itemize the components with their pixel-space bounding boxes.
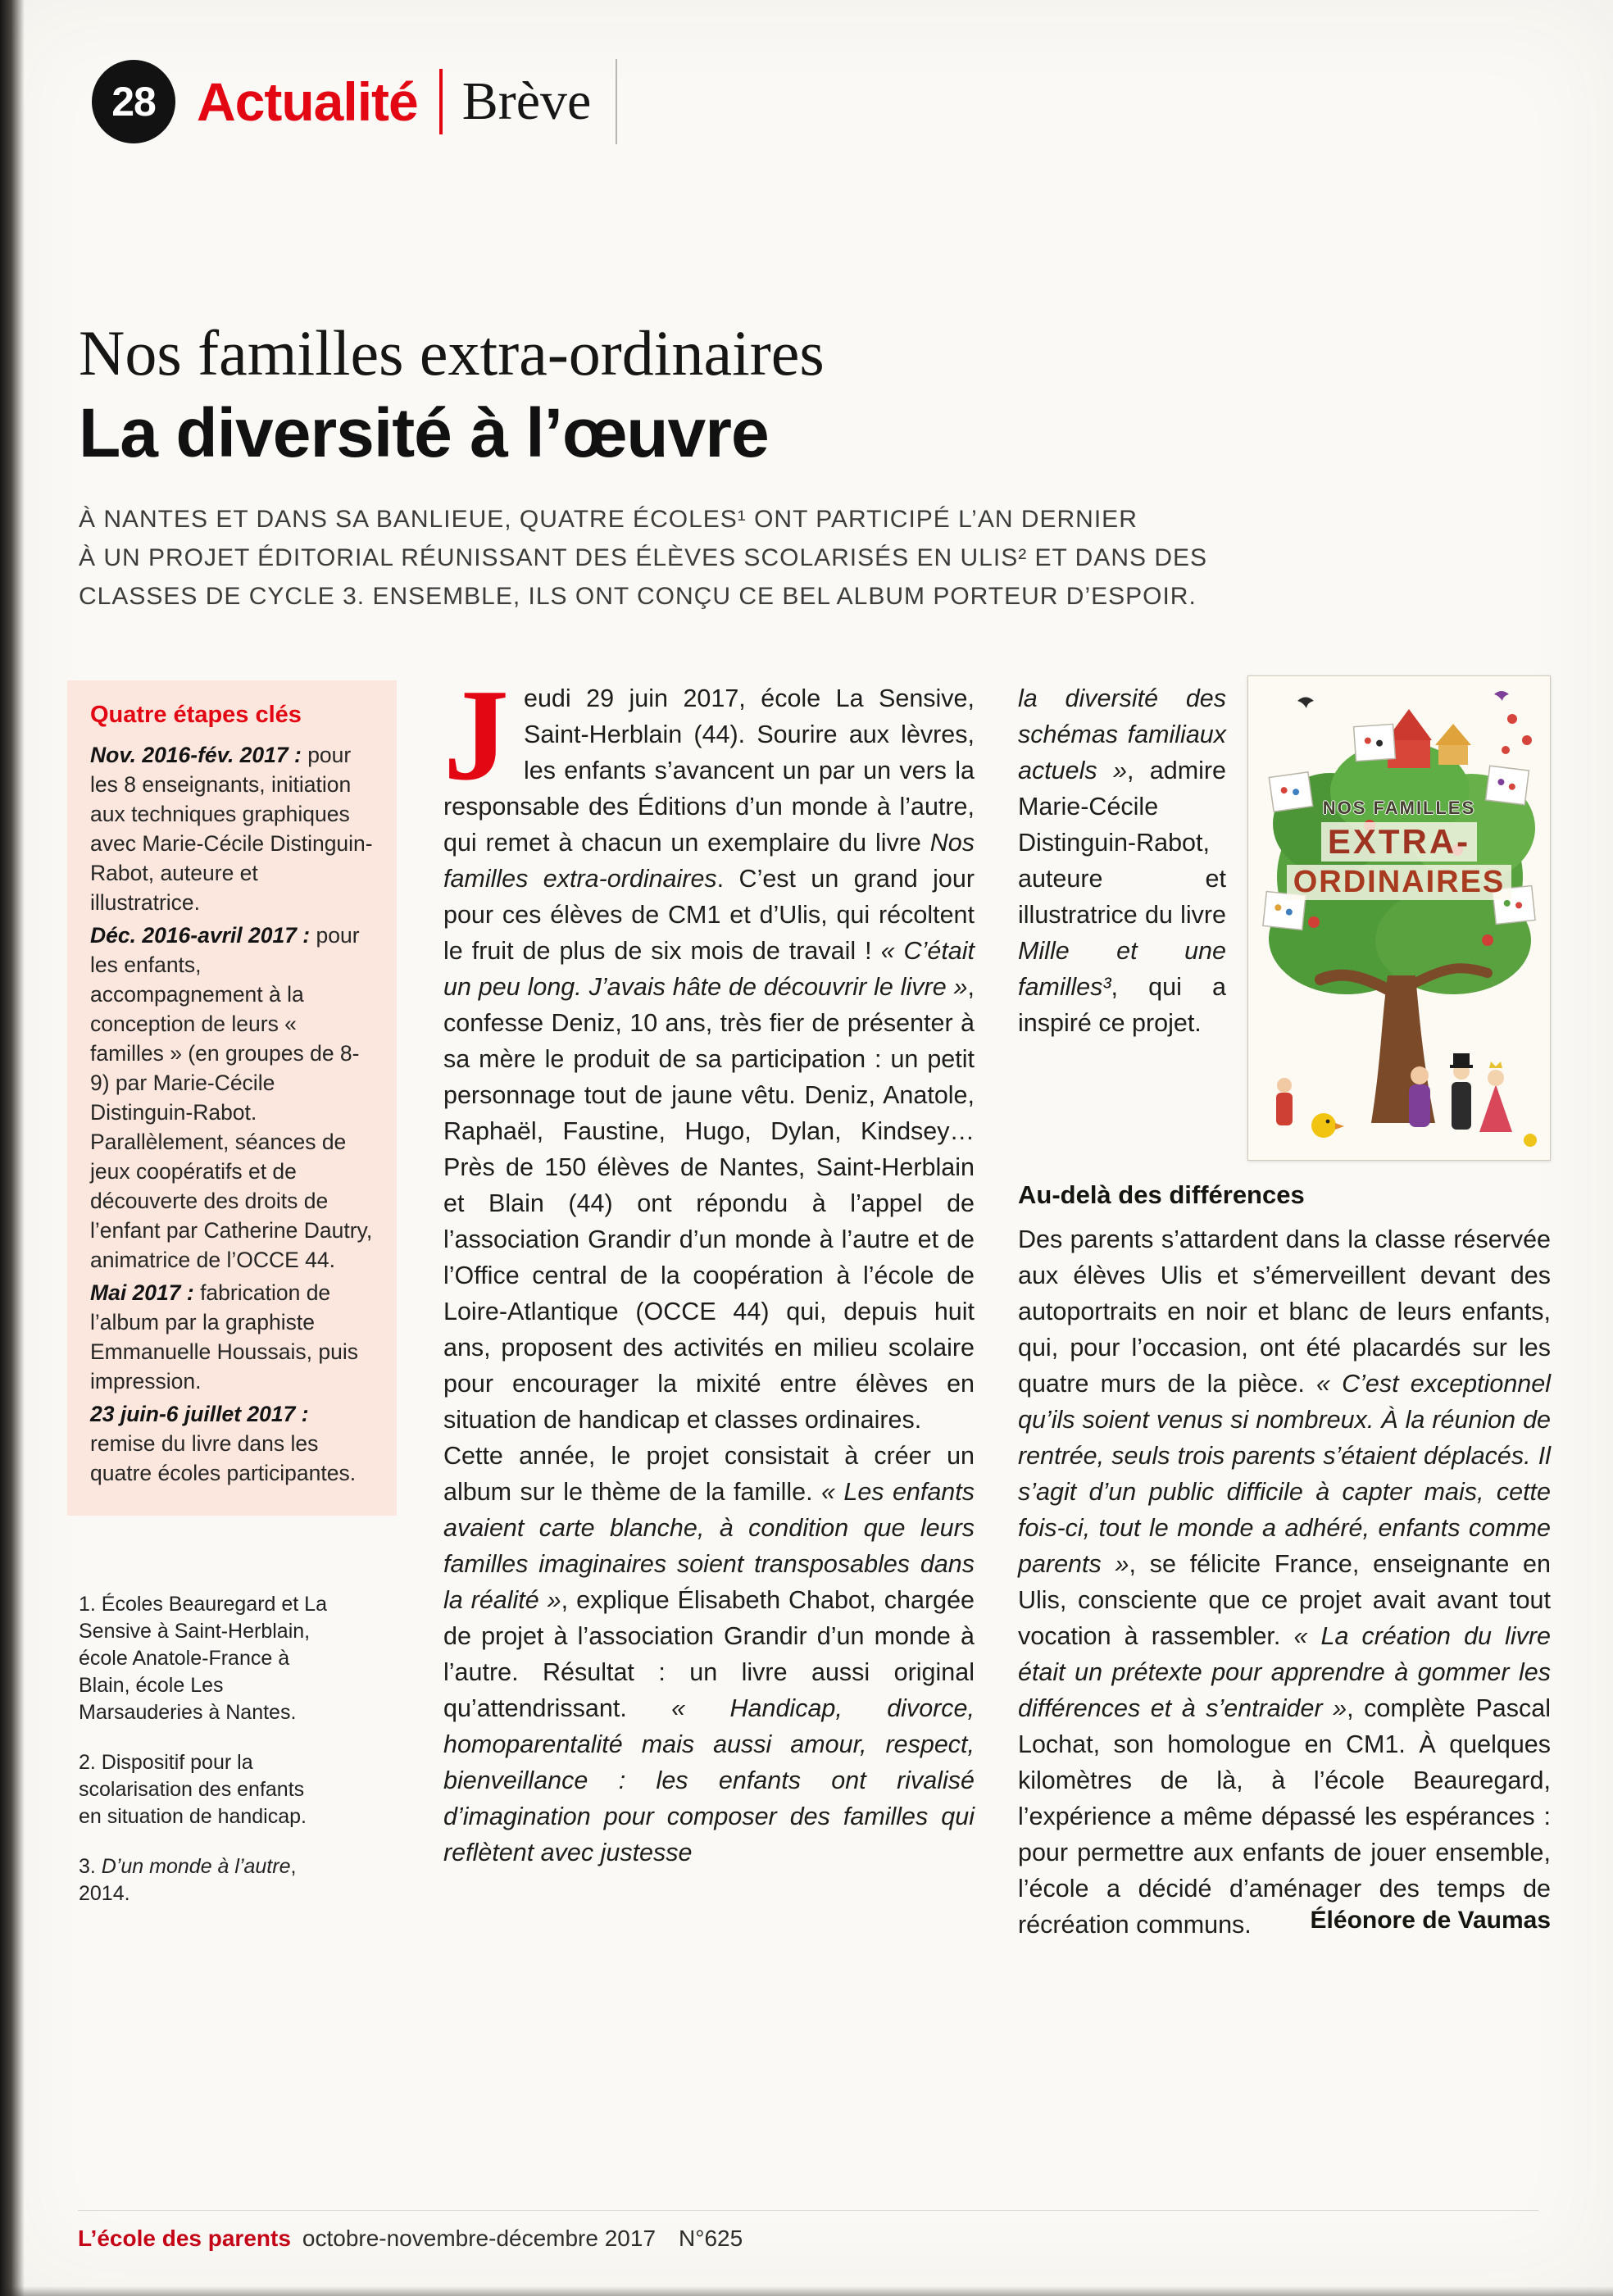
step-text: pour les enfants, accompagnement à la conception de leurs « familles » (en groupes de 8-9) par Marie-Cécile Distinguin-Rabot. Parallèlement, séances de jeux coopératifs et de découverte des droits de l’enfant par Catherine Dautry, animatrice de l’OCCE 44. [90,923,373,1272]
page-footer [78,2210,1538,2252]
standfirst-line-1: À NANTES ET DANS SA BANLIEUE, QUATRE ÉCOLES¹ ONT PARTICIPÉ L’AN DERNIER [79,506,1138,533]
cover-title-line-3: ORDINAIRES [1287,865,1512,900]
title-block [79,318,1538,616]
footnote-2: 2. Dispositif pour la scolarisation des enfants en situation de handicap. [79,1751,307,1828]
rubric-label: Brève [461,71,592,131]
footnote-1: 1. Écoles Beauregard et La Sensive à Saint-Herblain, école Anatole-France à Blain, école Les Marsauderies à Nantes. [79,1593,327,1724]
standfirst [79,500,1538,616]
page-number-badge [92,60,175,143]
paragraph-text: eudi 29 juin 2017, école La Sensive, Saint-Herblain (44). Sourire aux lèvres, les enfants s’avancent un par un vers la responsable des Éditions d’un monde à l’autre, qui remet à chacun un exemplaire du livre Nos familles extra-ordinaires. C’est un grand jour pour ces élèves de CM1 et d’Ulis, qui récoltent le fruit de plus de six mois de travail ! « C’était un peu long. J’avais hâte de découvrir le livre », confesse Deniz, 10 ans, très fier de présenter à sa mère le produit de sa participation : un petit personnage tout de jaune vêtu. Deniz, Anatole, Raphaël, Faustine, Hugo, Dylan, Kindsey… Près de 150 élèves de Nantes, Saint-Herblain et Blain (44) ont répondu à l’appel de l’association Grandir d’un monde à l’autre et de l’Office central de la coopération à l’école de Loire-Atlantique (OCCE 44) qui, depuis huit ans, proposent des activités en milieu scolaire pour encourager la mixité entre élèves en situation de handicap et classes ordinaires. [443,684,975,1434]
magazine-name: L’école des parents [78,2226,291,2251]
scan-edge-shadow-bottom [0,2286,1613,2296]
step-date: Déc. 2016-avril 2017 : [90,923,311,948]
book-cover-image [1247,675,1551,1161]
step-text: remise du livre dans les quatre écoles participantes. [90,1431,357,1485]
author-byline: Éléonore de Vaumas [1310,1907,1551,1934]
issue-date: octobre-novembre-décembre 2017 [302,2226,657,2251]
step-date: Mai 2017 : [90,1280,194,1305]
issue-number: N°625 [679,2226,743,2251]
left-sidebar-column [67,680,397,1930]
article-main-title: La diversité à l’œuvre [79,394,769,471]
step-text: fabrication de l’album par la graphiste Emmanuelle Houssais, puis impression. [90,1280,358,1394]
article-column-2 [1018,680,1551,1939]
key-step [90,921,374,1275]
page-number: 28 [111,79,156,125]
article-paragraph-2: Cette année, le projet consistait à créer un album sur le thème de la famille. « Les enfants avaient carte blanche, à condition que leurs familles imaginaires soient transposables dans la réalité », explique Élisabeth Chabot, chargée de projet à l’association Grandir d’un monde à l’autre. Résultat : un livre aussi original qu’attendrissant. « Handicap, divorce, homoparentalité mais aussi amour, respect, bienveillance : les enfants ont rivalisé d’imagination pour composer des familles qui reflètent avec justesse [443,1442,975,1866]
header-red-divider [439,69,443,134]
key-step [90,1399,374,1488]
article-subhead: Au-delà des différences [1018,1180,1305,1209]
article-paragraph-3: la diversité des schémas familiaux actuels », admire Marie-Cécile Distinguin-Rabot, auteure et illustratrice du livre Mille et une familles³, qui a inspiré ce projet. [1018,684,1226,1037]
standfirst-line-2: À UN PROJET ÉDITORIAL RÉUNISSANT DES ÉLÈVES SCOLARISÉS EN ULIS² ET DANS DES [79,544,1208,571]
footnote-3: 3. D’un monde à l’autre, 2014. [79,1855,297,1905]
section-label: Actualité [197,71,418,132]
article-column-1 [443,662,975,1871]
header-gray-divider [616,59,617,144]
step-date: 23 juin-6 juillet 2017 : [90,1402,309,1426]
cover-title-line-1: NOS FAMILLES [1322,798,1476,818]
article-kicker-title: Nos familles extra-ordinaires [79,317,825,389]
step-date: Nov. 2016-fév. 2017 : [90,743,302,767]
page-header [92,59,617,144]
key-steps-box-title: Quatre étapes clés [90,702,302,728]
key-step [90,1278,374,1396]
book-cover-title [1248,798,1550,900]
drop-cap: J [443,662,509,807]
article-paragraph-1 [443,662,975,1438]
scan-edge-shadow-left [0,0,25,2296]
book-cover-illustration [1248,676,1550,1160]
standfirst-line-3: CLASSES DE CYCLE 3. ENSEMBLE, ILS ONT CONÇU CE BEL ALBUM PORTEUR D’ESPOIR. [79,583,1197,610]
footnotes-block [67,1591,328,1907]
article-paragraph-4: Des parents s’attardent dans la classe réservée aux élèves Ulis et s’émerveillent devant des autoportraits en noir et blanc de leurs enfants, qui, pour l’occasion, ont été placardés sur les quatre murs de la pièce. « C’est exceptionnel qu’ils soient venus si nombreux. À la réunion de rentrée, seuls trois parents s’étaient déplacés. Il s’agit d’un public difficile à capter mais, cette fois-ci, tout le monde a adhéré, enfants comme parents », se félicite France, enseignante en Ulis, consciente que ce projet avait avant tout vocation à rassembler. « La création du livre était un prétexte pour apprendre à gommer les différences et à s’entraider », complète Pascal Lochat, son homologue en CM1. À quelques kilomètres de là, à l’école Beauregard, l’expérience a même dépassé les espérances : pour permettre aux enfants de jouer ensemble, l’école a décidé d’aménager des temps de récréation communs. [1018,1225,1551,1939]
key-step [90,740,374,917]
key-steps-box [67,680,397,1516]
cover-title-line-2: EXTRA- [1321,822,1477,862]
step-text: pour les 8 enseignants, initiation aux techniques graphiques avec Marie-Cécile Distinguin-Rabot, auteure et illustratrice. [90,743,373,915]
